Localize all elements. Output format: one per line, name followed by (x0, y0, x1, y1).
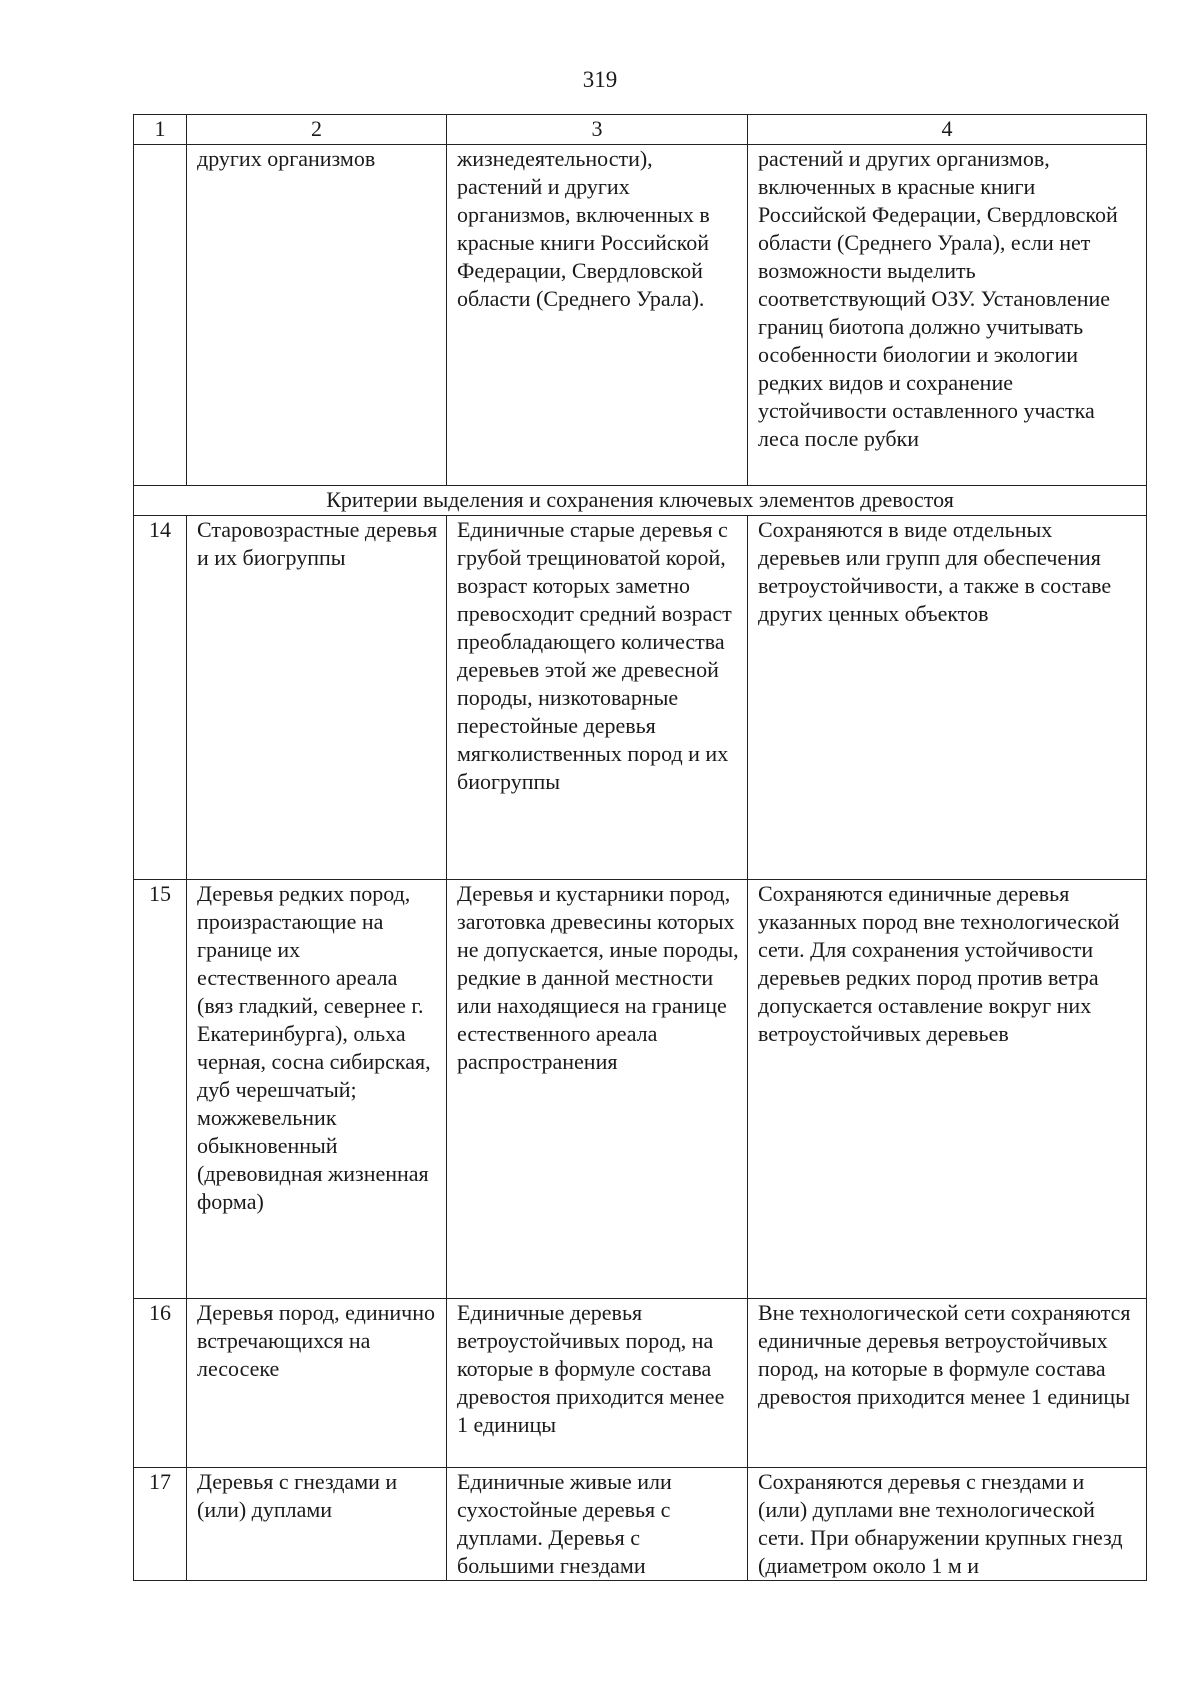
row-name: Деревья пород, единично встречающихся на лесосеке (187, 1299, 447, 1468)
header-cell-4: 4 (748, 115, 1147, 145)
table-header-row (134, 115, 1147, 145)
row-description: Деревья и кустарники пород, заготовка древесины которых не допускается, иные породы, редкие в данной местности или находящиеся на границе естественного ареала распространения (447, 880, 748, 1299)
row-name: Деревья с гнездами и (или) дуплами (187, 1468, 447, 1581)
row-description: Единичные живые или сухостойные деревья с дуплами. Деревья с большими гнездами (447, 1468, 748, 1581)
row-number: 14 (134, 516, 187, 880)
row-number: 15 (134, 880, 187, 1299)
row-measures: Сохраняются единичные деревья указанных пород вне технологической сети. Для сохранения устойчивости деревьев редких пород против ветра допускается оставление вокруг них ветроустойчивых деревьев (748, 880, 1147, 1299)
row-measures: Вне технологической сети сохраняются единичные деревья ветроустойчивых пород, на которые в формуле состава древостоя приходится менее 1 единицы (748, 1299, 1147, 1468)
header-cell-2: 2 (187, 115, 447, 145)
row-measures: Сохраняются в виде отдельных деревьев или групп для обеспечения ветроустойчивости, а также в составе других ценных объектов (748, 516, 1147, 880)
continuation-row (134, 145, 1147, 486)
section-title: Критерии выделения и сохранения ключевых элементов древостоя (134, 486, 1147, 516)
row-description: Единичные старые деревья с грубой трещиноватой корой, возраст которых заметно превосходит средний возраст преобладающего количества деревьев этой же древесной породы, низкотоварные перестойные деревья мягколиственных пород и их биогруппы (447, 516, 748, 880)
continuation-col4: растений и других организмов, включенных в красные книги Российской Федерации, Свердловской области (Среднего Урала), если нет возможности выделить соответствующий ОЗУ. Установление границ биотопа должно учитывать особенности биологии и экологии редких видов и сохранение устойчивости оставленного участка леса после рубки (748, 145, 1147, 486)
table-row (134, 1299, 1147, 1468)
continuation-col2: других организмов (187, 145, 447, 486)
table-row (134, 516, 1147, 880)
header-cell-3: 3 (447, 115, 748, 145)
row-number: 17 (134, 1468, 187, 1581)
table-row (134, 880, 1147, 1299)
section-title-row (134, 486, 1147, 516)
table-row (134, 1468, 1147, 1581)
page-number: 319 (582, 67, 618, 92)
continuation-num-cell (134, 145, 187, 486)
row-name: Деревья редких пород, произрастающие на границе их естественного ареала (вяз гладкий, севернее г. Екатеринбурга), ольха черная, сосна сибирская, дуб черешчатый; можжевельник обыкновенный (древовидная жизненная форма) (187, 880, 447, 1299)
row-number: 16 (134, 1299, 187, 1468)
row-description: Единичные деревья ветроустойчивых пород, на которые в формуле состава древостоя приходится менее 1 единицы (447, 1299, 748, 1468)
row-measures: Сохраняются деревья с гнездами и (или) дуплами вне технологической сети. При обнаружении крупных гнезд (диаметром около 1 м и (748, 1468, 1147, 1581)
row-name: Старовозрастные деревья и их биогруппы (187, 516, 447, 880)
criteria-table (133, 114, 1147, 1581)
header-cell-1: 1 (134, 115, 187, 145)
continuation-col3: жизнедеятельности), растений и других организмов, включенных в красные книги Российской Федерации, Свердловской области (Среднего Урала). (447, 145, 748, 486)
